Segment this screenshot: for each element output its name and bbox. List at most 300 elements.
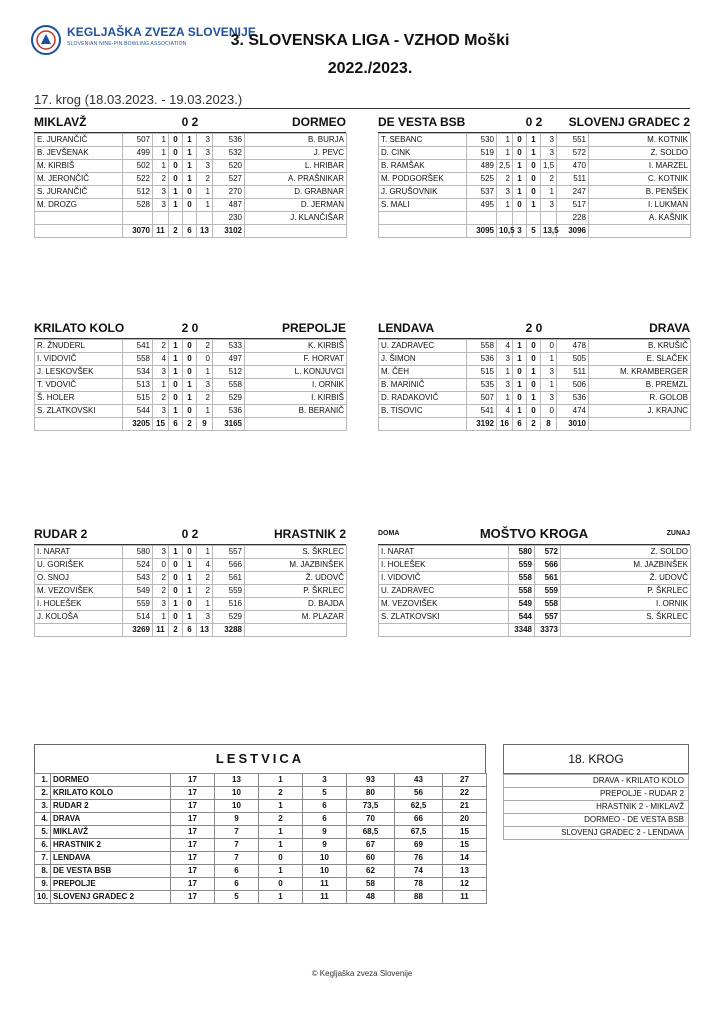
table-cell: M. KRAMBERGER xyxy=(589,366,691,379)
table-row xyxy=(35,340,347,353)
table-cell: 2 xyxy=(197,173,213,186)
table-row xyxy=(35,572,347,585)
table-cell: 56 xyxy=(395,787,443,800)
table-cell: 559 xyxy=(535,585,561,598)
table-cell: 3 xyxy=(197,379,213,392)
table-cell: 1 xyxy=(183,392,197,405)
total-cell: 5 xyxy=(527,225,541,238)
total-cell: 15 xyxy=(153,418,169,431)
table-row xyxy=(35,585,347,598)
table-cell xyxy=(183,212,197,225)
standings-row xyxy=(35,852,487,865)
match-table xyxy=(34,133,347,238)
title-line-1: 3. SLOVENSKA LIGA - VZHOD Moški xyxy=(230,32,510,49)
home-label: DOMA xyxy=(378,530,400,537)
table-cell: 0 xyxy=(183,598,197,611)
footer-copyright: © Kegljaška zveza Slovenije xyxy=(311,969,413,978)
table-cell: 543 xyxy=(123,572,153,585)
table-cell: D. CINK xyxy=(379,147,467,160)
table-cell: 1 xyxy=(197,366,213,379)
table-cell: 499 xyxy=(123,147,153,160)
table-cell: 1 xyxy=(183,572,197,585)
table-cell: 1 xyxy=(183,173,197,186)
match-box xyxy=(378,318,690,431)
table-cell: 10 xyxy=(215,787,259,800)
table-cell: 43 xyxy=(395,774,443,787)
table-cell: P. ŠKRLEC xyxy=(245,585,347,598)
table-cell: 514 xyxy=(123,611,153,624)
table-cell: 487 xyxy=(213,199,245,212)
table-cell: 66 xyxy=(395,813,443,826)
table-cell: DORMEO xyxy=(51,774,171,787)
table-cell: 0 xyxy=(527,405,541,418)
table-row xyxy=(35,379,347,392)
table-cell: B. PREMZL xyxy=(589,379,691,392)
table-cell: 558 xyxy=(213,379,245,392)
table-cell: B. TISOVIC xyxy=(379,405,467,418)
table-cell: 2 xyxy=(153,392,169,405)
total-cell: 3096 xyxy=(557,225,589,238)
table-row xyxy=(379,353,691,366)
federation-logo-icon xyxy=(31,25,61,55)
fixture-cell: HRASTNIK 2 - MIKLAVŽ xyxy=(504,801,689,814)
table-cell: 11 xyxy=(303,891,347,904)
table-cell: 1 xyxy=(153,160,169,173)
table-cell: O. SNOJ xyxy=(35,572,123,585)
table-cell xyxy=(379,212,467,225)
table-cell: 1 xyxy=(513,340,527,353)
table-cell: 530 xyxy=(467,134,497,147)
table-cell: 58 xyxy=(347,878,395,891)
table-cell: 502 xyxy=(123,160,153,173)
table-cell: 561 xyxy=(213,572,245,585)
table-cell: 11 xyxy=(303,878,347,891)
table-cell: 517 xyxy=(557,199,589,212)
table-cell: 1 xyxy=(541,186,557,199)
table-cell: 1 xyxy=(169,405,183,418)
org-name: KEGLJAŠKA ZVEZA SLOVENIJE xyxy=(67,25,256,39)
table-cell: J. ŠIMON xyxy=(379,353,467,366)
table-cell: 1 xyxy=(169,186,183,199)
table-cell: J. GRUŠOVNIK xyxy=(379,186,467,199)
table-cell: 7. xyxy=(35,852,51,865)
table-cell: 1 xyxy=(153,611,169,624)
table-cell: 5 xyxy=(303,787,347,800)
table-cell: 13 xyxy=(215,774,259,787)
fixture-row xyxy=(504,814,689,827)
table-cell: 1 xyxy=(541,353,557,366)
table-cell: 1 xyxy=(497,134,513,147)
table-cell: 3 xyxy=(197,134,213,147)
table-cell: 60 xyxy=(347,852,395,865)
table-cell: 470 xyxy=(557,160,589,173)
next-round-table xyxy=(503,774,689,840)
total-row xyxy=(379,418,691,431)
table-cell: 1 xyxy=(183,559,197,572)
table-cell: 5 xyxy=(215,891,259,904)
table-cell: 67,5 xyxy=(395,826,443,839)
table-cell: 230 xyxy=(213,212,245,225)
table-cell: J. PEVC xyxy=(245,147,347,160)
table-cell: 11 xyxy=(443,891,487,904)
table-cell: 2 xyxy=(197,585,213,598)
table-cell: 7 xyxy=(215,826,259,839)
table-cell: 528 xyxy=(123,199,153,212)
table-row xyxy=(35,160,347,173)
table-cell: B. RAMŠAK xyxy=(379,160,467,173)
table-cell: 0 xyxy=(541,405,557,418)
table-cell: F. HORVAT xyxy=(245,353,347,366)
table-cell: 70 xyxy=(347,813,395,826)
table-cell: 511 xyxy=(557,173,589,186)
table-cell: 3 xyxy=(153,199,169,212)
table-row xyxy=(35,186,347,199)
table-cell: 4 xyxy=(497,340,513,353)
table-cell: 17 xyxy=(171,865,215,878)
table-cell: 1 xyxy=(259,800,303,813)
table-cell: 0 xyxy=(183,366,197,379)
total-cell: 16 xyxy=(497,418,513,431)
table-cell: 1 xyxy=(497,392,513,405)
table-cell: 1 xyxy=(513,353,527,366)
table-cell: S. ŠKRLEC xyxy=(561,611,691,624)
total-cell: 3 xyxy=(513,225,527,238)
fixture-row xyxy=(504,775,689,788)
table-cell: M. PODGORŠEK xyxy=(379,173,467,186)
table-row xyxy=(35,366,347,379)
table-cell: 0 xyxy=(169,160,183,173)
table-cell: 558 xyxy=(509,585,535,598)
away-team-name: DRAVA xyxy=(649,321,690,335)
table-cell: B. MARINIČ xyxy=(379,379,467,392)
table-cell: 519 xyxy=(467,147,497,160)
table-cell: 505 xyxy=(557,353,589,366)
table-cell: K. KIRBIŠ xyxy=(245,340,347,353)
fixture-cell: SLOVENJ GRADEC 2 - LENDAVA xyxy=(504,827,689,840)
table-cell: 0 xyxy=(259,852,303,865)
match-table xyxy=(34,339,347,431)
table-cell: E. JURANČIČ xyxy=(35,134,123,147)
table-cell: I. NARAT xyxy=(35,546,123,559)
table-cell: 4. xyxy=(35,813,51,826)
table-cell xyxy=(467,212,497,225)
table-cell: 0 xyxy=(513,199,527,212)
table-cell: Z. SOLDO xyxy=(589,147,691,160)
table-row xyxy=(379,147,691,160)
table-cell: 516 xyxy=(213,598,245,611)
table-cell: Ž. UDOVČ xyxy=(561,572,691,585)
table-cell: 27 xyxy=(443,774,487,787)
fixture-cell: PREPOLJE - RUDAR 2 xyxy=(504,788,689,801)
table-cell: 3 xyxy=(197,147,213,160)
table-cell: 0 xyxy=(169,572,183,585)
table-cell: S. JURANČIČ xyxy=(35,186,123,199)
table-cell: 3 xyxy=(541,366,557,379)
total-cell: 6 xyxy=(513,418,527,431)
table-cell: A. PRAŠNIKAR xyxy=(245,173,347,186)
table-cell: I. ORNIK xyxy=(245,379,347,392)
table-cell: 14 xyxy=(443,852,487,865)
table-cell: 1 xyxy=(513,173,527,186)
table-cell: 247 xyxy=(557,186,589,199)
standings-title: LESTVICA xyxy=(34,744,486,773)
table-row xyxy=(379,186,691,199)
total-row xyxy=(35,225,347,238)
table-cell: 10. xyxy=(35,891,51,904)
table-cell: 3 xyxy=(197,611,213,624)
standings-box xyxy=(34,744,486,904)
table-cell: 22 xyxy=(443,787,487,800)
table-cell: Z. SOLDO xyxy=(561,546,691,559)
table-cell: 513 xyxy=(123,379,153,392)
match-header xyxy=(378,112,690,133)
standings-row xyxy=(35,787,487,800)
total-cell: 2 xyxy=(169,225,183,238)
table-cell xyxy=(245,418,347,431)
table-cell: 3 xyxy=(153,405,169,418)
table-row xyxy=(379,134,691,147)
title-line-2: 2022./2023. xyxy=(327,60,413,77)
table-cell: 9. xyxy=(35,878,51,891)
table-cell: D. BAJDA xyxy=(245,598,347,611)
table-cell: 3. xyxy=(35,800,51,813)
table-cell: 1 xyxy=(541,379,557,392)
table-cell: U. GORIŠEK xyxy=(35,559,123,572)
table-cell: 6. xyxy=(35,839,51,852)
table-cell xyxy=(379,418,467,431)
total-cell: 3165 xyxy=(213,418,245,431)
table-cell: 1 xyxy=(513,379,527,392)
table-cell: 572 xyxy=(557,147,589,160)
table-cell: 529 xyxy=(213,392,245,405)
table-cell: 0 xyxy=(153,559,169,572)
table-cell: I. HOLEŠEK xyxy=(35,598,123,611)
table-cell: 2 xyxy=(153,572,169,585)
team-of-round-header xyxy=(378,524,690,545)
table-cell: 3 xyxy=(197,160,213,173)
table-cell: 0 xyxy=(183,546,197,559)
table-row xyxy=(379,340,691,353)
table-cell: 1 xyxy=(169,353,183,366)
table-cell xyxy=(541,212,557,225)
table-cell: M. VEZOVIŠEK xyxy=(379,598,509,611)
total-cell: 13 xyxy=(197,624,213,637)
table-row xyxy=(379,611,691,624)
table-cell xyxy=(153,212,169,225)
standings-row xyxy=(35,774,487,787)
total-cell: 3269 xyxy=(123,624,153,637)
fixture-row xyxy=(504,788,689,801)
table-cell: 1 xyxy=(527,147,541,160)
table-cell: 544 xyxy=(509,611,535,624)
table-cell: I. VIDOVIČ xyxy=(35,353,123,366)
table-cell: 0 xyxy=(527,353,541,366)
table-cell: MIKLAVŽ xyxy=(51,826,171,839)
table-cell: 9 xyxy=(215,813,259,826)
table-cell: 541 xyxy=(123,340,153,353)
table-cell: 3 xyxy=(153,598,169,611)
table-cell: 1,5 xyxy=(541,160,557,173)
table-cell: 1 xyxy=(153,379,169,392)
table-cell: 559 xyxy=(213,585,245,598)
table-cell: 532 xyxy=(213,147,245,160)
table-cell: 0 xyxy=(169,585,183,598)
table-cell: 6 xyxy=(215,865,259,878)
table-cell: 533 xyxy=(213,340,245,353)
fixture-row xyxy=(504,827,689,840)
table-cell: 17 xyxy=(171,826,215,839)
table-cell: 3 xyxy=(497,379,513,392)
table-cell: 527 xyxy=(213,173,245,186)
table-cell: 10 xyxy=(303,865,347,878)
table-cell: 537 xyxy=(467,186,497,199)
table-cell: 1 xyxy=(197,186,213,199)
table-cell: 1. xyxy=(35,774,51,787)
table-cell: M. KOTNIK xyxy=(589,134,691,147)
table-cell: S. ZLATKOVSKI xyxy=(35,405,123,418)
table-cell: KRILATO KOLO xyxy=(51,787,171,800)
match-box xyxy=(34,318,346,431)
table-cell: 17 xyxy=(171,839,215,852)
table-cell: 551 xyxy=(557,134,589,147)
fixture-cell: DRAVA - KRILATO KOLO xyxy=(504,775,689,788)
table-cell: 525 xyxy=(467,173,497,186)
table-cell xyxy=(245,624,347,637)
match-header xyxy=(34,524,346,545)
standings-row xyxy=(35,865,487,878)
table-cell: 0 xyxy=(183,199,197,212)
table-cell: M. ČEH xyxy=(379,366,467,379)
table-cell: 520 xyxy=(213,160,245,173)
total-cell: 3010 xyxy=(557,418,589,431)
match-box xyxy=(34,524,346,637)
table-cell: I. ORNIK xyxy=(561,598,691,611)
table-cell: J. KRAJNC xyxy=(589,405,691,418)
table-cell: R. GOLOB xyxy=(589,392,691,405)
table-cell: U. ZADRAVEC xyxy=(379,585,509,598)
table-cell: 1 xyxy=(169,598,183,611)
table-cell: 3 xyxy=(153,546,169,559)
table-cell: S. MALI xyxy=(379,199,467,212)
match-score: 0 2 xyxy=(181,115,199,129)
table-cell: 10 xyxy=(215,800,259,813)
table-cell xyxy=(497,212,513,225)
table-cell: 7 xyxy=(215,852,259,865)
table-cell: M. PLAZAR xyxy=(245,611,347,624)
table-cell: 1 xyxy=(513,186,527,199)
table-cell: 2 xyxy=(197,392,213,405)
table-cell: P. ŠKRLEC xyxy=(561,585,691,598)
table-cell: 3 xyxy=(497,186,513,199)
table-cell: 1 xyxy=(527,392,541,405)
table-cell: 20 xyxy=(443,813,487,826)
home-team-name: RUDAR 2 xyxy=(34,527,88,541)
table-cell: 549 xyxy=(509,598,535,611)
table-row xyxy=(379,585,691,598)
away-team-name: PREPOLJE xyxy=(281,321,346,335)
table-row xyxy=(35,147,347,160)
table-cell: I. NARAT xyxy=(379,546,509,559)
total-row xyxy=(35,418,347,431)
standings-row xyxy=(35,878,487,891)
table-cell: 0 xyxy=(183,186,197,199)
table-cell: 580 xyxy=(123,546,153,559)
total-cell: 3348 xyxy=(509,624,535,637)
table-cell: 4 xyxy=(153,353,169,366)
table-cell: I. VIDOVIČ xyxy=(379,572,509,585)
table-cell xyxy=(35,225,123,238)
table-cell: 1 xyxy=(259,826,303,839)
table-cell: 558 xyxy=(123,353,153,366)
table-cell: 1 xyxy=(527,366,541,379)
table-cell: I. LUKMAN xyxy=(589,199,691,212)
table-row xyxy=(35,173,347,186)
table-cell: 1 xyxy=(169,340,183,353)
table-cell: 15 xyxy=(443,839,487,852)
team-of-round-box xyxy=(378,524,690,637)
table-cell: A. KAŠNIK xyxy=(589,212,691,225)
table-cell: 2 xyxy=(259,813,303,826)
table-cell: 68,5 xyxy=(347,826,395,839)
total-cell: 3373 xyxy=(535,624,561,637)
table-cell: 0 xyxy=(527,186,541,199)
table-cell xyxy=(379,225,467,238)
table-cell: 0 xyxy=(513,366,527,379)
total-cell: 2 xyxy=(183,418,197,431)
table-cell: 2,5 xyxy=(497,160,513,173)
table-cell: 270 xyxy=(213,186,245,199)
table-cell xyxy=(513,212,527,225)
table-row xyxy=(379,212,691,225)
total-cell: 10,5 xyxy=(497,225,513,238)
table-cell: 535 xyxy=(467,379,497,392)
table-cell: 478 xyxy=(557,340,589,353)
table-cell: 536 xyxy=(557,392,589,405)
table-cell: 2 xyxy=(153,173,169,186)
table-cell: S. ŠKRLEC xyxy=(245,546,347,559)
table-cell: B. PENŠEK xyxy=(589,186,691,199)
table-cell: 0 xyxy=(527,160,541,173)
standings-row xyxy=(35,826,487,839)
table-cell: 557 xyxy=(535,611,561,624)
table-cell: 0 xyxy=(169,392,183,405)
table-cell: 6 xyxy=(215,878,259,891)
table-cell: 1 xyxy=(183,134,197,147)
table-row xyxy=(379,572,691,585)
table-cell: 1 xyxy=(259,865,303,878)
table-cell: 3 xyxy=(303,774,347,787)
table-cell: 561 xyxy=(535,572,561,585)
table-row xyxy=(35,353,347,366)
table-cell: M. JAZBINŠEK xyxy=(245,559,347,572)
table-cell: 3 xyxy=(153,186,169,199)
total-cell: 2 xyxy=(527,418,541,431)
table-cell: 1 xyxy=(169,546,183,559)
table-cell: 495 xyxy=(467,199,497,212)
match-score: 2 0 xyxy=(525,321,543,335)
table-cell: 1 xyxy=(183,379,197,392)
table-cell: 0 xyxy=(183,340,197,353)
table-cell: 93 xyxy=(347,774,395,787)
away-team-name: HRASTNIK 2 xyxy=(273,527,346,541)
table-cell: 80 xyxy=(347,787,395,800)
table-cell: 541 xyxy=(467,405,497,418)
table-cell: L. HRIBAR xyxy=(245,160,347,173)
org-subtitle: SLOVENIAN NINE-PIN BOWLING ASSOCIATION xyxy=(67,41,187,47)
table-cell: 559 xyxy=(123,598,153,611)
table-cell: 0 xyxy=(527,173,541,186)
table-cell: 3 xyxy=(541,134,557,147)
